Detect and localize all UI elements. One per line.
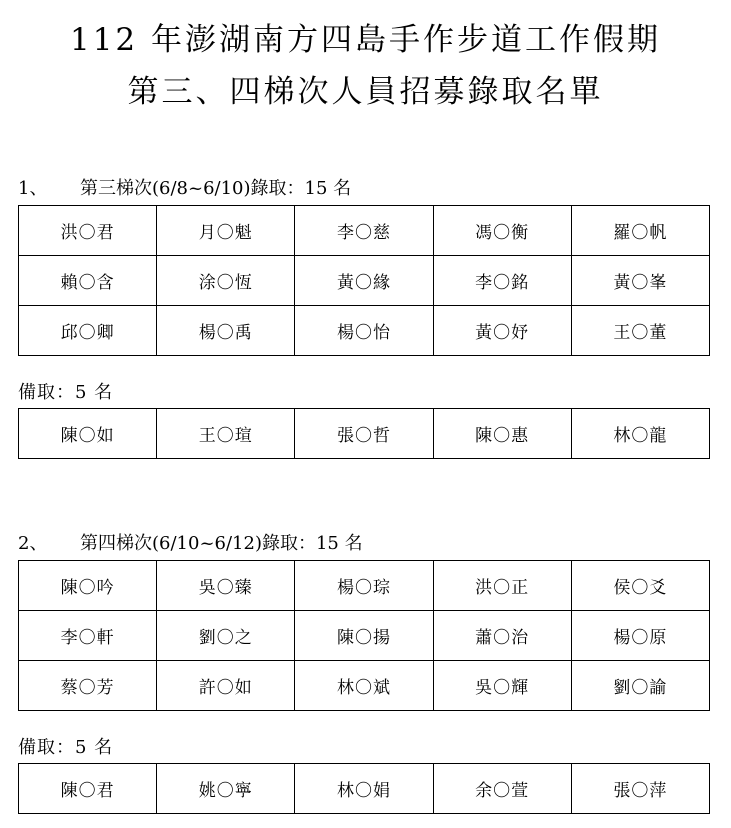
name-cell: 陳〇如: [19, 409, 157, 459]
section-1-accepted-table: [18, 205, 710, 356]
name-cell: 馮〇衡: [433, 206, 571, 256]
table-row: [19, 661, 710, 711]
table-row: [19, 409, 710, 459]
name-cell: 黃〇緣: [295, 256, 433, 306]
section-2-number: 2、: [18, 533, 48, 554]
section-1-reserve-label: 備取：5 名: [18, 382, 114, 403]
section-2-reserve-table: [18, 763, 710, 814]
table-row: [19, 306, 710, 356]
name-cell: 黃〇峯: [571, 256, 709, 306]
section-2-title: 第四梯次(6/10~6/12)錄取：15 名: [80, 533, 363, 554]
section-1-reserve-table: [18, 408, 710, 459]
name-cell: 楊〇怡: [295, 306, 433, 356]
page-title-line-2: 第三、四梯次人員招募錄取名單: [127, 74, 604, 110]
name-cell: 吳〇臻: [157, 561, 295, 611]
name-cell: 林〇龍: [571, 409, 709, 459]
section-1-title: 第三梯次(6/8~6/10)錄取：15 名: [80, 178, 352, 199]
name-cell: 楊〇琮: [295, 561, 433, 611]
name-cell: 陳〇君: [19, 764, 157, 814]
section-1-number: 1、: [18, 178, 48, 199]
page-title-line-1: 112 年澎湖南方四島手作步道工作假期: [69, 22, 662, 58]
name-cell: 楊〇原: [571, 611, 709, 661]
section-2-heading: [18, 533, 363, 555]
name-cell: 劉〇之: [157, 611, 295, 661]
name-cell: 王〇瑄: [157, 409, 295, 459]
name-cell: 李〇軒: [19, 611, 157, 661]
name-cell: 王〇董: [571, 306, 709, 356]
name-cell: 賴〇含: [19, 256, 157, 306]
name-cell: 許〇如: [157, 661, 295, 711]
name-cell: 楊〇禹: [157, 306, 295, 356]
name-cell: 吳〇輝: [433, 661, 571, 711]
table-row: [19, 764, 710, 814]
name-cell: 陳〇吟: [19, 561, 157, 611]
name-cell: 蕭〇治: [433, 611, 571, 661]
name-cell: 張〇哲: [295, 409, 433, 459]
name-cell: 余〇萱: [433, 764, 571, 814]
name-cell: 陳〇惠: [433, 409, 571, 459]
name-cell: 李〇銘: [433, 256, 571, 306]
name-cell: 林〇斌: [295, 661, 433, 711]
section-2-accepted-table: [18, 560, 710, 711]
name-cell: 劉〇諭: [571, 661, 709, 711]
name-cell: 陳〇揚: [295, 611, 433, 661]
name-cell: 蔡〇芳: [19, 661, 157, 711]
section-2-reserve-label: 備取：5 名: [18, 737, 114, 758]
section-1-heading: [18, 178, 351, 200]
name-cell: 洪〇正: [433, 561, 571, 611]
name-cell: 洪〇君: [19, 206, 157, 256]
name-cell: 李〇慈: [295, 206, 433, 256]
name-cell: 邱〇卿: [19, 306, 157, 356]
name-cell: 涂〇恆: [157, 256, 295, 306]
name-cell: 林〇娟: [295, 764, 433, 814]
name-cell: 張〇萍: [571, 764, 709, 814]
name-cell: 姚〇寧: [157, 764, 295, 814]
table-row: [19, 206, 710, 256]
name-cell: 黃〇妤: [433, 306, 571, 356]
table-row: [19, 256, 710, 306]
name-cell: 羅〇帆: [571, 206, 709, 256]
table-row: [19, 561, 710, 611]
name-cell: 侯〇爻: [571, 561, 709, 611]
name-cell: 月〇魁: [157, 206, 295, 256]
table-row: [19, 611, 710, 661]
